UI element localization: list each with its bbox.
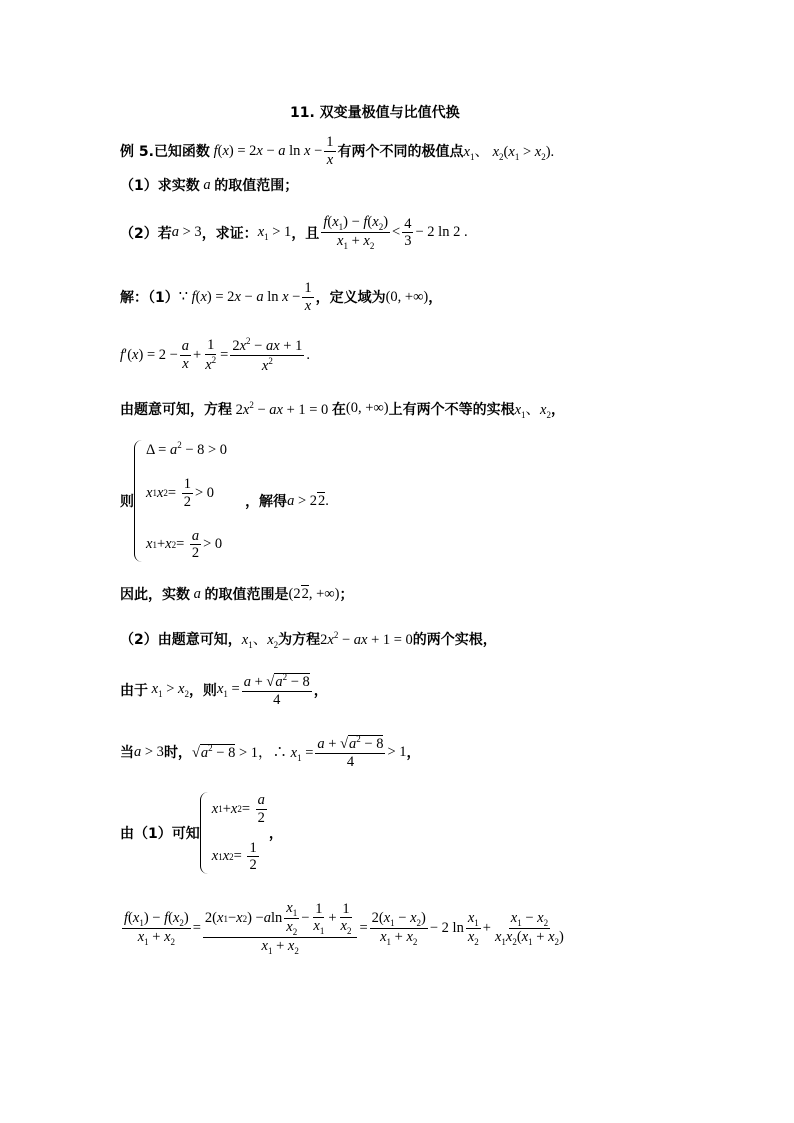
solution-line-1: 解：（1） ∵ f(x) = 2x − a ln x − $\frac{1}{x}$ ，定义域为 (0, +∞) ，: [120, 280, 443, 314]
solution-system-2: 由（1）可知 x 1 + x 2 = $\frac{a}{2}$ x 1 x 2 = $\frac{1}{2}$ ，: [120, 792, 283, 874]
derivative-line: f′(x) = 2 − $\frac{a}{x}$ + $\frac{1}{x^2}$ = $\frac{2x^2 - ax + 1}{x^2}$ .: [120, 336, 310, 374]
solution-line-7: 由于 $x_1 > x_2$ ，则 $x_1$ = $\frac{a + √a^2 - 8}{4}$ ，: [120, 672, 328, 708]
question-2: （2）若 a > 3 ，求证： $x_1 > 1$ ，且 $\frac{f(x_1) - f(x_2)}{x_1 + x_2}$ < $\frac{4}{3}$ − 2 ln 2 .: [120, 214, 468, 252]
question-1: （1）求实数 a 的取值范围；: [120, 176, 299, 194]
solution-line-8: 当 a > 3 时， $√a^2 - 8 > 1$，∴ $x_1$ = $\frac{a + √a^2 - 8}{4}$ > 1 ，: [120, 734, 421, 770]
solution-system-1: 则 $\Delta = a^2 - 8 > 0$ x 1 x 2 = $\frac{1}{2}$ > 0 x 1 + x 2 = $\frac{a}{2}$ > 0 ，解得 a > 22.: [120, 440, 329, 562]
solution-line-5: 因此，实数 a 的取值范围是 (22, +∞) ；: [120, 585, 354, 603]
solution-line-6: （2）由题意可知， $x_1$、$x_2$ 为方程 $2x^2$ − ax + 1 = 0 的两个实根，: [120, 629, 497, 650]
page-title: 11. 双变量极值与比值代换: [290, 105, 460, 121]
final-equation: $\frac{f(x_1) - f(x_2)}{x_1 + x_2}$ = 2( x 1 − x 2 ) − a ln $\frac{x_1}{x_2}$ − $\frac{1}{x_1}$ + $\frac{1}{x_2}$ $x_1 + x_2$ = $\frac{2(x_1 - x_2)}{x_1 + x_2}$ − 2 ln $\frac{x_1}{x_2}$ + $\frac{x_1 - x_2}{x_1x_2(x_1 + x_2)}$: [124, 900, 564, 957]
function-def: f(x) = 2x − a ln x −: [213, 142, 323, 159]
example-statement: 例 5. 已知函数 f(x) = 2x − a ln x − $\frac{1}{x}$ 有两个不同的极值点 $x_1$、 $x_2(x_1 > x_2)$.: [120, 134, 555, 168]
solution-line-3: 由题意可知，方程 $2x^2$ − ax + 1 = 0 在 (0, +∞) 上有两个不等的实根 $x_1$、$x_2$ ，: [120, 399, 565, 420]
